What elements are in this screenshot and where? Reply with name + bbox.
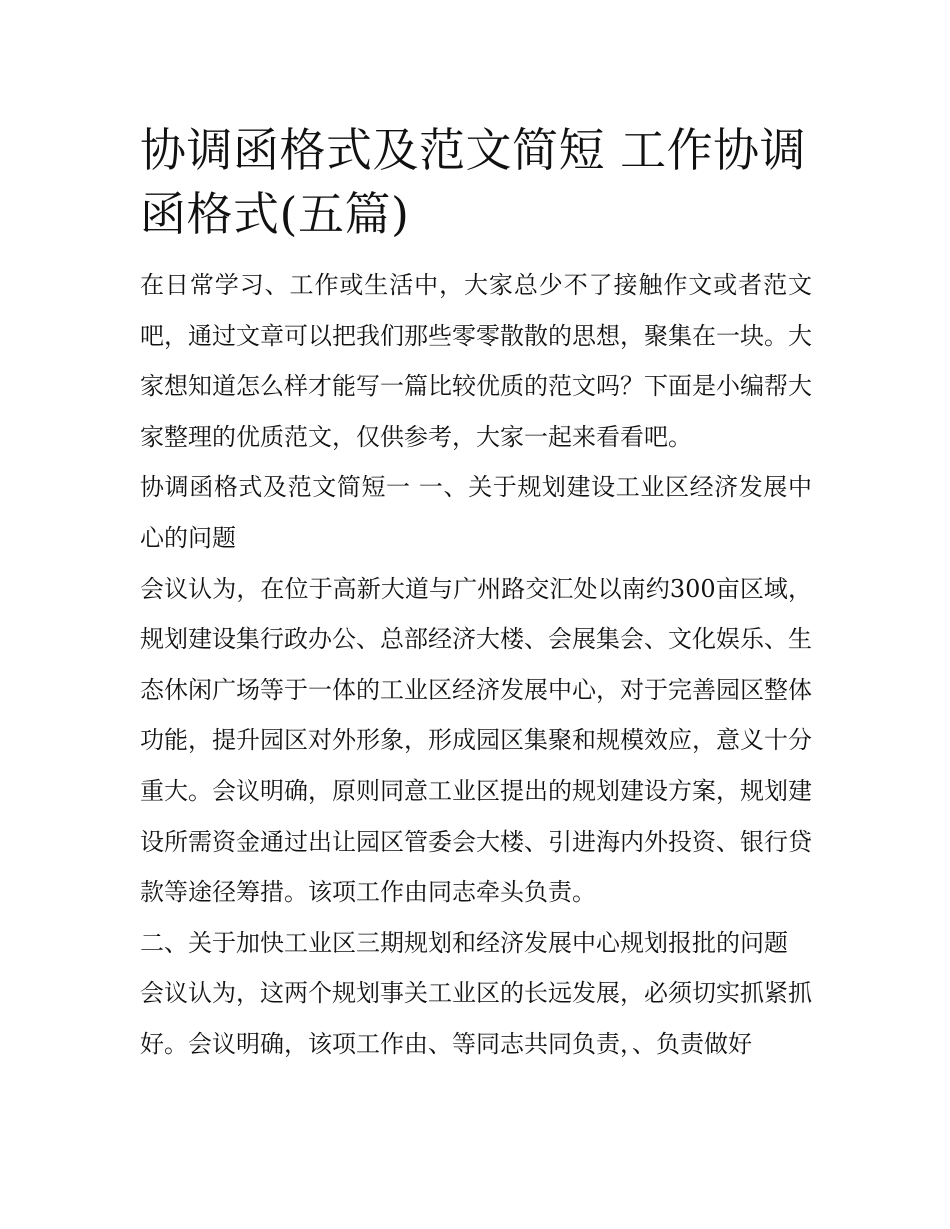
paragraph-section-1-heading: 协调函格式及范文简短一 一、关于规划建设工业区经济发展中心的问题 [140, 473, 812, 552]
paragraph-intro: 在日常学习、工作或生活中，大家总少不了接触作文或者范文吧，通过文章可以把我们那些零零散散的思想，聚集在一块。大家想知道怎么样才能写一篇比较优质的范文吗？下面是小编帮大家整理的优质范文，仅供参考，大家一起来看看吧。 [140, 271, 812, 451]
paragraph-section-1-body: 会议认为，在位于高新大道与广州路交汇处以南约300亩区域，规划建设集行政办公、总部经济大楼、会展集会、文化娱乐、生态休闲广场等于一体的工业区经济发展中心，对于完善园区整体功能，提升园区对外形象，形成园区集聚和规模效应，意义十分重大。会议明确，原则同意工业区提出的规划建设方案，规划建设所需资金通过出让园区管委会大楼、引进海内外投资、银行贷款等途径筹措。该项工作由同志牵头负责。 [140, 574, 812, 907]
document-content [140, 118, 812, 1070]
document-title: 协调函格式及范文简短 工作协调函格式(五篇) [140, 123, 807, 241]
paragraph-section-2-body: 会议认为，这两个规划事关工业区的长远发展，必须切实抓紧抓好。会议明确，该项工作由、等同志共同负责，、负责做好 [140, 979, 812, 1058]
paragraph-section-2-heading: 二、关于加快工业区三期规划和经济发展中心规划报批的问题 [140, 928, 788, 957]
document-body [140, 260, 812, 1070]
